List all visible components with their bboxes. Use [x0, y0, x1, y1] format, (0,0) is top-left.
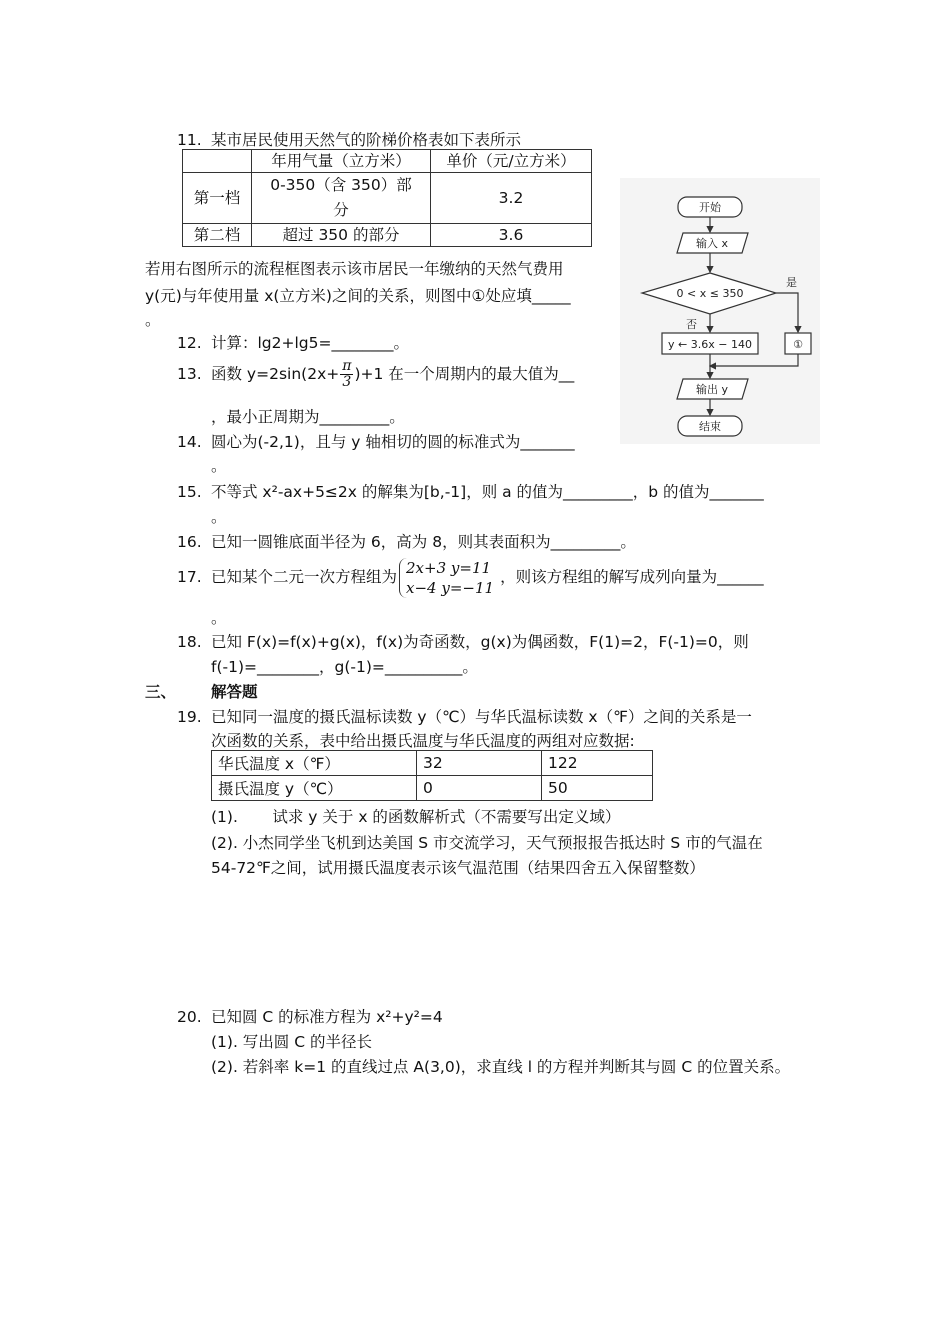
question-17-line2: 。: [211, 609, 227, 627]
equation-line: 2x+3 y=11: [406, 558, 492, 577]
question-15-line2: 。: [211, 508, 227, 526]
flowchart-input-label: 输入 x: [695, 237, 729, 250]
question-18-line2: f(-1)=________，g(-1)=__________。: [211, 658, 478, 676]
fraction: [340, 359, 353, 390]
question-number: 19.: [177, 708, 202, 726]
question-number: 20.: [177, 1008, 202, 1026]
table-row: [183, 173, 592, 224]
flowchart: [620, 178, 820, 444]
table-cell: 3.6: [431, 224, 592, 247]
question-13: [177, 356, 574, 392]
flowchart-start-label: 开始: [699, 201, 721, 214]
question-19-sub1: (1). 试求 y 关于 x 的函数解析式（不需要写出定义域）: [211, 808, 621, 826]
table-cell: 超过 350 的部分: [252, 224, 431, 247]
question-12: [177, 331, 409, 353]
question-13-line2: ，最小正周期为_________。: [211, 408, 405, 426]
question-number: 12.: [177, 334, 202, 352]
table-cell: 第一档: [183, 173, 252, 224]
question-19-line2: 次函数的关系，表中给出摄氏温度与华氏温度的两组对应数据:: [211, 732, 635, 750]
question-20: [177, 1005, 443, 1027]
flowchart-no-label: 否: [686, 318, 697, 331]
question-20-sub1: (1). 写出圆 C 的半径长: [211, 1033, 372, 1051]
question-text: 函数 y=2sin(2x+: [211, 365, 340, 383]
temperature-table: [211, 750, 653, 801]
question-text: 已知圆 C 的标准方程为 x²+y²=4: [211, 1008, 443, 1026]
flowchart-blank-label: ①: [793, 338, 803, 351]
question-number: 15.: [177, 483, 202, 501]
table-cell: 32: [417, 751, 542, 776]
flowchart-condition-label: 0 < x ≤ 350: [676, 287, 744, 300]
flowchart-process-label: y ← 3.6x − 140: [668, 338, 752, 351]
table-cell: 50: [542, 776, 653, 801]
table-row: [183, 224, 592, 247]
equation-line: x−4 y=−11: [406, 578, 495, 597]
question-14-line2: 。: [211, 457, 227, 475]
table-row: [212, 776, 653, 801]
question-text: 已知一圆锥底面半径为 6，高为 8，则其表面积为_________。: [211, 533, 636, 551]
table-cell: 摄氏温度 y（℃）: [212, 776, 417, 801]
question-14: [177, 430, 575, 452]
question-text: ，则该方程组的解写成列向量为______: [500, 568, 764, 586]
question-text: 已知 F(x)=f(x)+g(x)，f(x)为奇函数，g(x)为偶函数，F(1)=2，F(-1)=0，则: [211, 633, 749, 651]
table-cell: 122: [542, 751, 653, 776]
question-number: 11.: [177, 131, 202, 149]
section-number: 三、: [145, 683, 177, 701]
question-text: 不等式 x²-ax+5≤2x 的解集为[b,-1]，则 a 的值为_________，b 的值为_______: [211, 483, 764, 501]
flowchart-yes-label: 是: [786, 276, 797, 289]
fraction-numerator: π: [342, 358, 352, 374]
question-number: 16.: [177, 533, 202, 551]
table-cell: 3.2: [431, 173, 592, 224]
question-text: 某市居民使用天然气的阶梯价格表如下表所示: [211, 131, 522, 149]
section-heading: [145, 680, 258, 702]
question-text: )+1 在一个周期内的最大值为__: [354, 365, 575, 383]
table-row: [212, 751, 653, 776]
table-header-row: [183, 150, 592, 173]
fraction-denominator: 3: [342, 374, 352, 390]
table-cell-line: 0-350（含 350）部: [270, 176, 412, 194]
question-number: 17.: [177, 568, 202, 586]
question-11-paragraph-line: 若用右图所示的流程框图表示该市居民一年缴纳的天然气费用: [145, 260, 564, 278]
gas-price-table: [182, 149, 592, 247]
section-title: 解答题: [211, 683, 258, 701]
table-header-cell: 单价（元/立方米）: [431, 150, 592, 173]
question-11-title: [177, 128, 521, 150]
question-number: 14.: [177, 433, 202, 451]
flowchart-diagram: [620, 178, 820, 444]
flowchart-output-label: 输出 y: [695, 383, 729, 396]
question-text: 已知同一温度的摄氏温标读数 y（℃）与华氏温标读数 x（℉）之间的关系是一: [211, 708, 752, 726]
question-text: 计算：lg2+lg5=________。: [211, 334, 409, 352]
question-19: [177, 705, 752, 727]
question-20-sub2: (2). 若斜率 k=1 的直线过点 A(3,0)，求直线 l 的方程并判断其与圆 C 的位置关系。: [211, 1058, 791, 1076]
table-cell: 第二档: [183, 224, 252, 247]
question-text: 已知某个二元一次方程组为: [211, 568, 398, 586]
question-17: [177, 554, 764, 600]
question-text: 圆心为(-2,1)，且与 y 轴相切的圆的标准式为_______: [211, 433, 575, 451]
question-18: [177, 630, 749, 652]
question-number: 13.: [177, 365, 202, 383]
table-header-cell: 年用气量（立方米）: [252, 150, 431, 173]
table-cell: [252, 173, 431, 224]
table-cell: 华氏温度 x（℉）: [212, 751, 417, 776]
flowchart-end-label: 结束: [699, 420, 721, 433]
question-number: 18.: [177, 633, 202, 651]
question-19-sub2-line1: (2). 小杰同学坐飞机到达美国 S 市交流学习，天气预报报告抵达时 S 市的气温在: [211, 834, 763, 852]
question-11-paragraph-line: y(元)与年使用量 x(立方米)之间的关系，则图中①处应填_____: [145, 287, 571, 305]
question-15: [177, 480, 764, 502]
question-16: [177, 530, 636, 552]
table-cell: 0: [417, 776, 542, 801]
equation-system: [399, 558, 498, 598]
table-cell-line: 分: [333, 201, 349, 219]
question-11-paragraph-line: 。: [145, 311, 161, 329]
table-header-cell: [183, 150, 252, 173]
question-19-sub2-line2: 54-72℉之间，试用摄氏温度表示该气温范围（结果四舍五入保留整数）: [211, 859, 705, 877]
